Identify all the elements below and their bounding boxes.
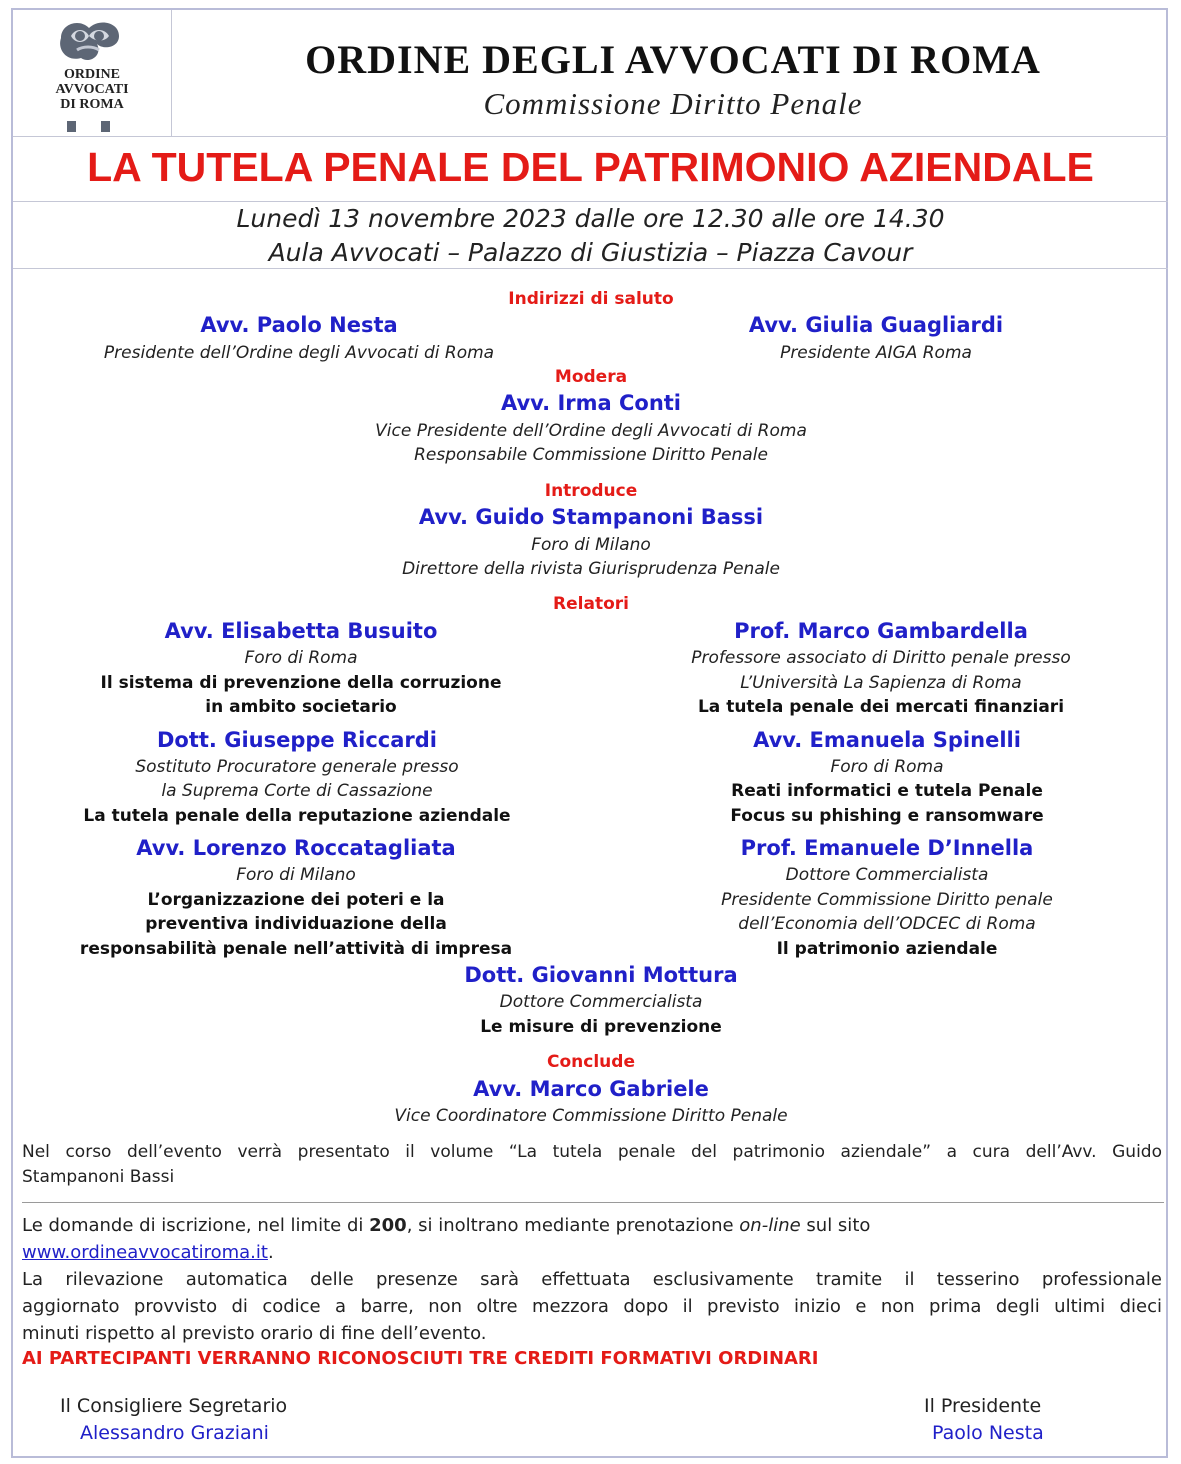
note-line: Stampanoni Bassi <box>22 1167 175 1187</box>
speaker-name: Avv. Emanuela Spinelli <box>753 728 1021 752</box>
speaker-name: Prof. Marco Gambardella <box>734 619 1028 643</box>
registration-limit: 200 <box>369 1215 407 1236</box>
credits-notice: AI PARTECIPANTI VERRANNO RICONOSCIUTI TRE CREDITI FORMATIVI ORDINARI <box>22 1348 819 1369</box>
logo-line: DI ROMA <box>60 97 124 112</box>
speaker-role: Vice Coordinatore Commissione Diritto Penale <box>394 1106 788 1126</box>
speaker-role: Professore associato di Diritto penale presso <box>691 648 1071 668</box>
closing-heading: Conclude <box>547 1052 635 1072</box>
signature-role-left: Il Consigliere Segretario <box>60 1395 288 1417</box>
registration-info <box>22 1212 1162 1347</box>
speaker-role: Dottore Commercialista <box>785 865 989 885</box>
letterhead <box>13 10 1168 137</box>
org-title: ORDINE DEGLI AVVOCATI DI ROMA <box>305 37 1041 82</box>
registration-online: on-line <box>739 1215 801 1236</box>
talk-title: Il patrimonio aziendale <box>776 939 998 959</box>
speaker-name: Avv. Paolo Nesta <box>200 313 398 337</box>
speaker-role: Responsabile Commissione Diritto Penale <box>414 445 768 465</box>
logo-line: ORDINE <box>63 67 120 82</box>
website-suffix: . <box>267 1242 274 1263</box>
event-location: Aula Avvocati – Palazzo di Giustizia – Piazza Cavour <box>268 238 913 267</box>
logo-text <box>13 67 171 112</box>
org-subtitle: Commissione Diritto Penale <box>483 86 863 121</box>
event-title: LA TUTELA PENALE DEL PATRIMONIO AZIENDALE <box>13 137 1168 202</box>
intro-heading: Introduce <box>544 481 638 501</box>
speaker-role: Dottore Commercialista <box>499 992 703 1012</box>
talk-title: preventiva individuazione della <box>145 914 447 934</box>
talk-title: Le misure di prevenzione <box>480 1017 722 1037</box>
attendance-line: minuti rispetto al previsto orario di fine dell’evento. <box>22 1323 487 1344</box>
speaker-name: Prof. Emanuele D’Innella <box>740 836 1034 860</box>
speaker-name: Avv. Irma Conti <box>500 391 682 415</box>
speaker-name: Dott. Giovanni Mottura <box>464 963 738 987</box>
logo-line: AVVOCATI <box>55 82 129 97</box>
talk-title: responsabilità penale nell’attività di impresa <box>79 939 513 959</box>
logo-box <box>13 10 172 136</box>
event-date: Lunedì 13 novembre 2023 dalle ore 12.30 alle ore 14.30 <box>236 204 945 233</box>
registration-line <box>22 1212 1162 1239</box>
registration-text: , si inoltrano mediante prenotazione <box>406 1215 740 1236</box>
moderator-heading: Modera <box>554 367 628 387</box>
signature-name-right: Paolo Nesta <box>932 1422 1044 1444</box>
talk-title: Focus su phishing e ransomware <box>730 806 1044 826</box>
attendance-line: La rilevazione automatica delle presenze sarà effettuata esclusivamente tramite il tesserino professionale <box>22 1269 1162 1290</box>
speaker-name: Dott. Giuseppe Riccardi <box>157 728 437 752</box>
emblem-base-icon <box>65 120 115 132</box>
website-link[interactable]: www.ordineavvocatiroma.it <box>22 1242 268 1263</box>
speaker-name: Avv. Lorenzo Roccatagliata <box>136 836 456 860</box>
section-divider <box>22 1202 1164 1203</box>
book-presentation-note <box>22 1140 1162 1190</box>
speaker-role: Foro di Milano <box>531 535 651 555</box>
speaker-role: Sostituto Procuratore generale presso <box>135 757 459 777</box>
speaker-role: Foro di Roma <box>244 648 358 668</box>
signature-name-left: Alessandro Graziani <box>80 1422 269 1444</box>
talk-title: Il sistema di prevenzione della corruzione <box>100 673 502 693</box>
speaker-role: Foro di Milano <box>236 865 356 885</box>
speaker-role: Presidente dell’Ordine degli Avvocati di Roma <box>103 343 495 363</box>
talk-title: in ambito societario <box>205 697 397 717</box>
speaker-role: Vice Presidente dell’Ordine degli Avvocati di Roma <box>375 421 807 441</box>
registration-text: Le domande di iscrizione, nel limite di <box>22 1215 370 1236</box>
greetings-heading: Indirizzi di saluto <box>508 289 674 309</box>
speakers-heading: Relatori <box>553 594 629 614</box>
speaker-name: Avv. Elisabetta Busuito <box>164 619 438 643</box>
speaker-name: Avv. Marco Gabriele <box>473 1077 709 1101</box>
talk-title: Reati informatici e tutela Penale <box>731 781 1043 801</box>
attendance-line: aggiornato provvisto di codice a barre, non oltre mezzora dopo il previsto inizio e non prima degli ultimi dieci <box>22 1296 1162 1317</box>
event-info <box>13 202 1168 269</box>
speaker-role: Foro di Roma <box>830 757 944 777</box>
note-line: Nel corso dell’evento verrà presentato il volume “La tutela penale del patrimonio aziendale” a cura dell’Avv. Guido <box>22 1142 1162 1162</box>
speaker-role: la Suprema Corte di Cassazione <box>161 781 433 801</box>
registration-text: sul sito <box>800 1215 871 1236</box>
speaker-name: Avv. Guido Stampanoni Bassi <box>418 505 764 529</box>
speaker-role: Direttore della rivista Giurisprudenza Penale <box>402 559 780 579</box>
bar-association-emblem-icon <box>53 16 129 66</box>
speaker-name: Avv. Giulia Guagliardi <box>748 313 1004 337</box>
talk-title: La tutela penale della reputazione aziendale <box>83 806 511 826</box>
speaker-role: dell’Economia dell’ODCEC di Roma <box>738 914 1036 934</box>
talk-title: L’organizzazione dei poteri e la <box>147 890 445 910</box>
talk-title: La tutela penale dei mercati finanziari <box>697 697 1065 717</box>
website-line <box>22 1239 1162 1266</box>
speaker-role: Presidente Commissione Diritto penale <box>721 890 1053 910</box>
speaker-role: Presidente AIGA Roma <box>780 343 972 363</box>
speaker-role: L’Università La Sapienza di Roma <box>740 673 1022 693</box>
signature-role-right: Il Presidente <box>924 1395 1042 1417</box>
